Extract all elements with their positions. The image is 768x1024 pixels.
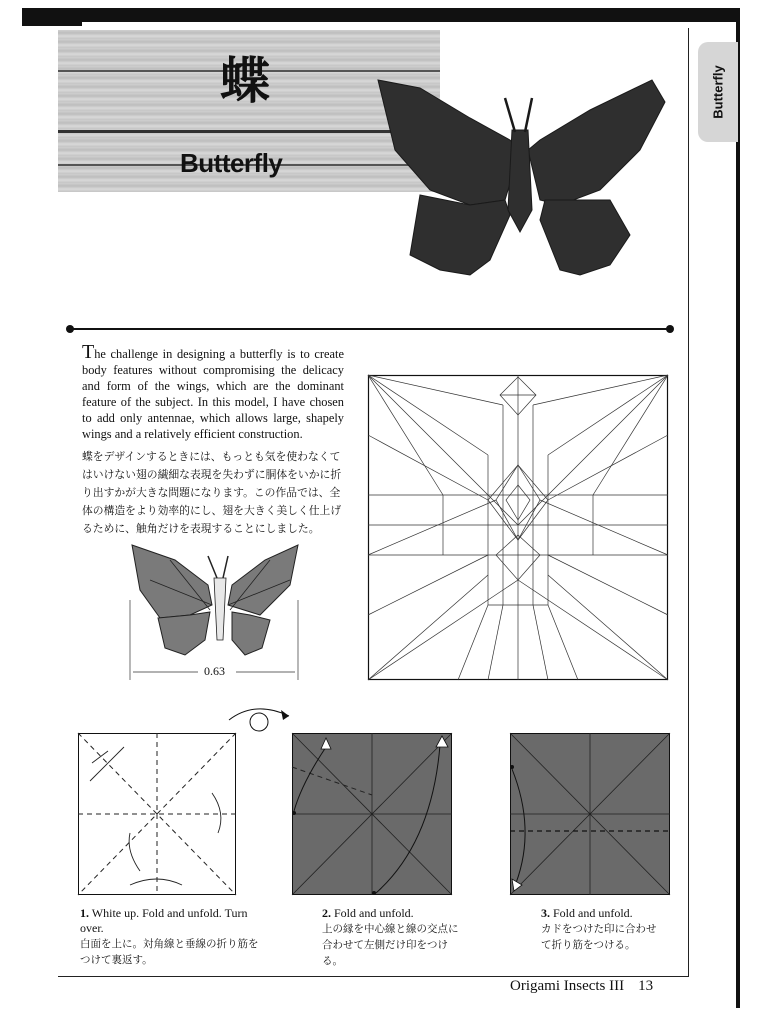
page-title: Butterfly <box>180 148 283 178</box>
step-3-diagram <box>510 733 670 895</box>
step-3-number: 3. <box>541 906 550 920</box>
section-tab-label: Butterfly <box>710 65 726 119</box>
kanji-title: 蝶 <box>220 52 270 110</box>
intro-english-text: he challenge in designing a butterfly is to create body features without compromising the delicacy and form of the wings, which are the dominant feature of the subject. In this model, I have chosen to add only antennae, which allows large, shapely wings and a relatively efficient construction. <box>82 347 344 441</box>
step-1-caption <box>80 906 260 968</box>
turn-over-icon <box>225 702 295 736</box>
dropcap: T <box>82 341 95 363</box>
step-3-text: Fold and unfold. <box>553 906 633 920</box>
dimension-label: 0.63 <box>204 664 225 678</box>
page-number: 13 <box>638 978 654 994</box>
page-footer <box>510 978 653 995</box>
step-2-caption <box>322 906 462 969</box>
step-2-number: 2. <box>322 906 331 920</box>
step-1-text: White up. Fold and unfold. Turn over. <box>80 906 248 935</box>
step-3-caption <box>541 906 661 953</box>
step-3-japanese: カドをつけた印に合わせて折り筋をつける。 <box>541 923 657 951</box>
step-1-diagram <box>78 733 236 895</box>
crease-pattern <box>368 375 668 680</box>
intro-japanese: 蝶をデザインするときには、もっとも気を使わなくてはいけない翅の繊細な表現を失わずに胴体をいかに折り出すかが大きな問題になります。この作品では、全体の構造をより効率的にし、翅を大きく美しく仕上げるために、触角だけを表現することにしました。 <box>82 450 342 535</box>
step-2-japanese: 上の縁を中心線と線の交点に合わせて左側だけ印をつける。 <box>322 923 459 967</box>
step-1-japanese: 白面を上に。対角線と垂線の折り筋をつけて裏返す。 <box>80 938 259 966</box>
book-title: Origami Insects III <box>510 978 625 994</box>
step-1-number: 1. <box>80 906 89 920</box>
step-2-diagram <box>292 733 452 895</box>
step-2-text: Fold and unfold. <box>334 906 414 920</box>
